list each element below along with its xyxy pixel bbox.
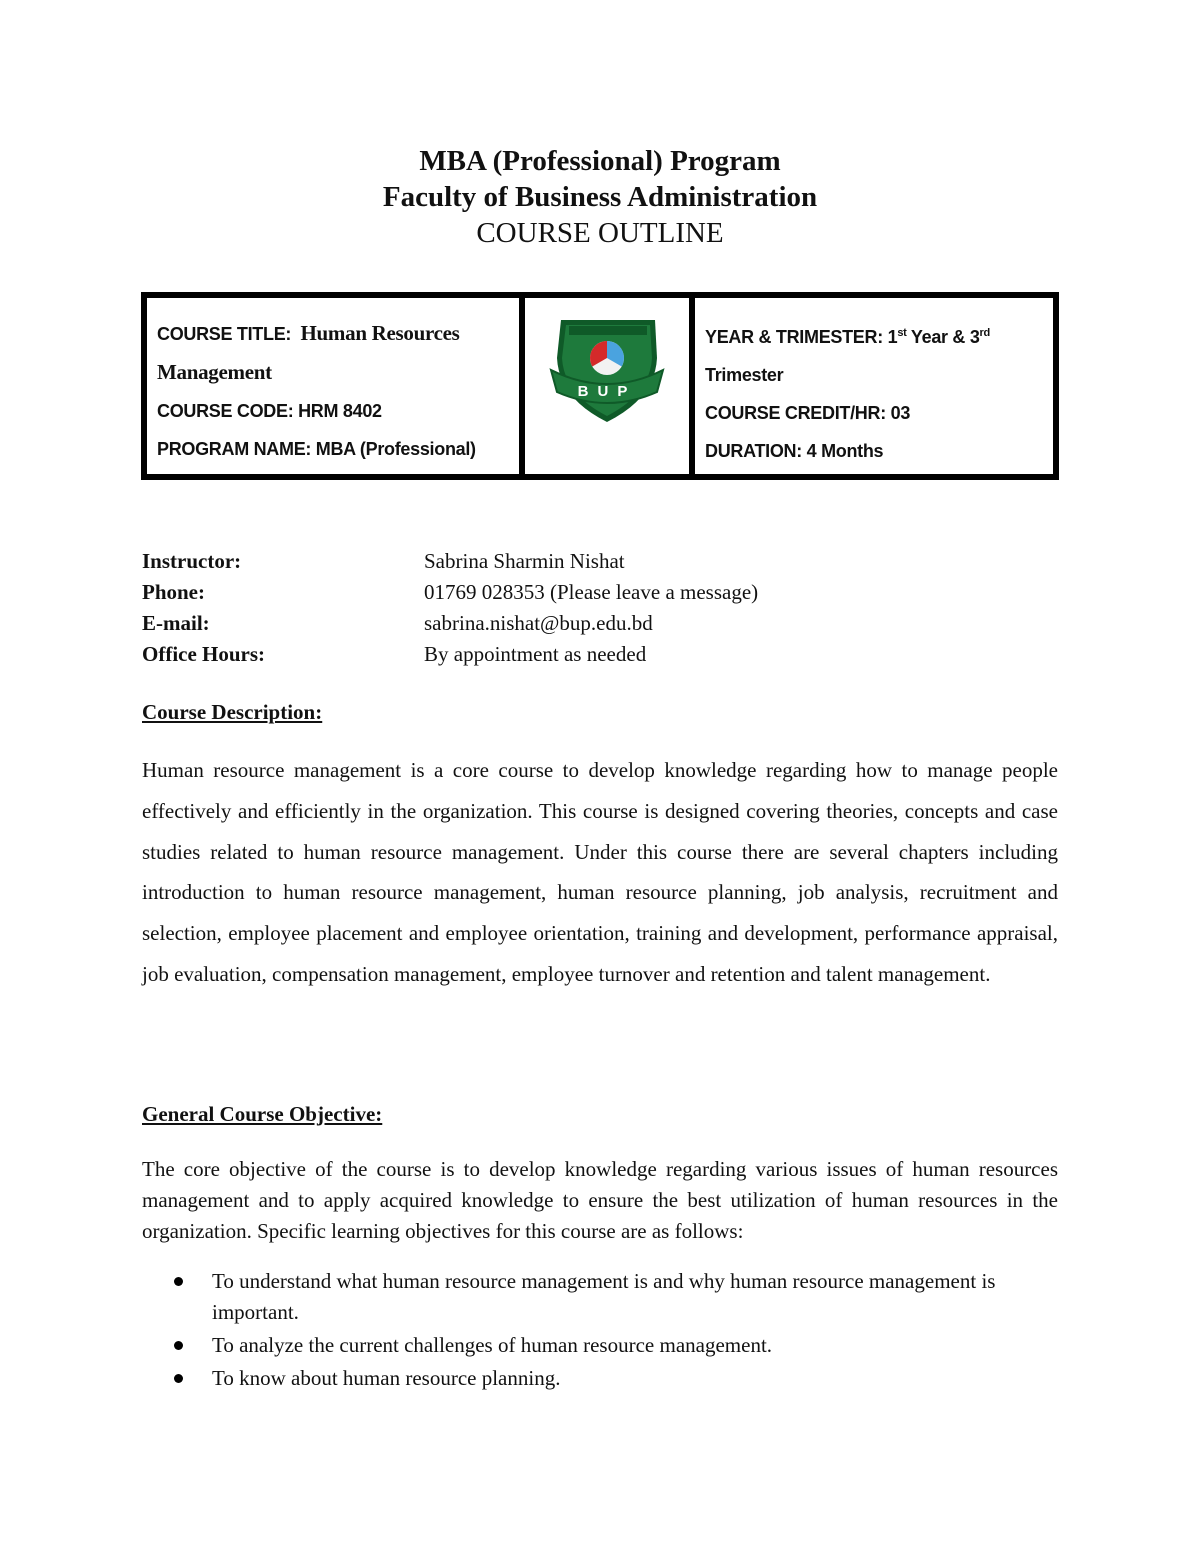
year-trimester (705, 314, 1043, 356)
logo-text: BUP (577, 383, 637, 400)
bullet-icon (142, 1330, 212, 1361)
program-title: MBA (Professional) Program (419, 145, 781, 177)
office-hours-value: By appointment as needed (424, 642, 647, 666)
document-title: COURSE OUTLINE (476, 217, 724, 249)
bup-logo (525, 298, 689, 474)
instructor-value: Sabrina Sharmin Nishat (424, 549, 625, 573)
trimester-sup: rd (979, 327, 990, 339)
info-row (142, 639, 758, 670)
list-item (142, 1363, 1058, 1394)
list-item (142, 1330, 1058, 1361)
general-objective-heading: General Course Objective: (142, 1102, 383, 1126)
logo-cell (525, 298, 689, 474)
phone-label: Phone: (142, 580, 205, 604)
list-item-text: To understand what human resource management is and why human resource management is important. (212, 1269, 996, 1324)
shield-banner-top (569, 326, 647, 335)
year-sup: st (897, 327, 907, 339)
duration: DURATION: 4 Months (705, 441, 884, 461)
list-item (142, 1266, 1058, 1328)
general-objective-text: The core objective of the course is to develop knowledge regarding various issues of human resources management and to apply acquired knowledge to ensure the best utilization of human resources in the organization. Specific learning objectives for this course are as follows: (142, 1157, 1058, 1243)
course-title-value: Human Resources (300, 321, 460, 345)
info-row (142, 577, 758, 608)
faculty-title: Faculty of Business Administration (382, 181, 818, 213)
course-title-line (157, 314, 509, 353)
course-info-right-cell (695, 298, 1053, 474)
info-row (142, 546, 758, 577)
instructor-label: Instructor: (142, 549, 242, 573)
info-row (142, 608, 758, 639)
course-title-label: COURSE TITLE: (157, 324, 292, 344)
course-info-table (141, 292, 1059, 480)
bullet-icon (142, 1266, 212, 1328)
course-info-left-cell (147, 298, 519, 474)
email-value[interactable]: sabrina.nishat@bup.edu.bd (424, 611, 653, 635)
phone-value: 01769 028353 (Please leave a message) (424, 580, 759, 604)
course-description-heading: Course Description: (142, 700, 323, 724)
office-hours-label: Office Hours: (142, 642, 266, 666)
list-item-text: To analyze the current challenges of human resource management. (212, 1333, 773, 1357)
course-code: COURSE CODE: HRM 8402 (157, 401, 382, 421)
list-item-text: To know about human resource planning. (212, 1366, 561, 1390)
instructor-info (142, 546, 758, 670)
objective-list (142, 1266, 1058, 1396)
year-mid: Year & 3 (906, 327, 980, 347)
year-label: YEAR & TRIMESTER: 1 (705, 327, 898, 347)
bullet-icon (142, 1363, 212, 1394)
program-name: PROGRAM NAME: MBA (Professional) (157, 439, 476, 459)
trimester-word: Trimester (705, 365, 784, 385)
course-title-line-2 (157, 353, 509, 392)
course-credit: COURSE CREDIT/HR: 03 (705, 403, 911, 423)
course-description-text: Human resource management is a core course to develop knowledge regarding how to manage people effectively and efficiently in the organization. This course is designed covering theories, concepts and case studies related to human resource management. Under this course there are several chapters including introduction to human resource management, human resource planning, job analysis, recruitment and selection, employee placement and employee orientation, training and development, performance appraisal, job evaluation, compensation management, employee turnover and retention and talent management. (142, 758, 1058, 986)
email-label: E-mail: (142, 611, 210, 635)
course-title-value-2: Management (157, 360, 272, 384)
